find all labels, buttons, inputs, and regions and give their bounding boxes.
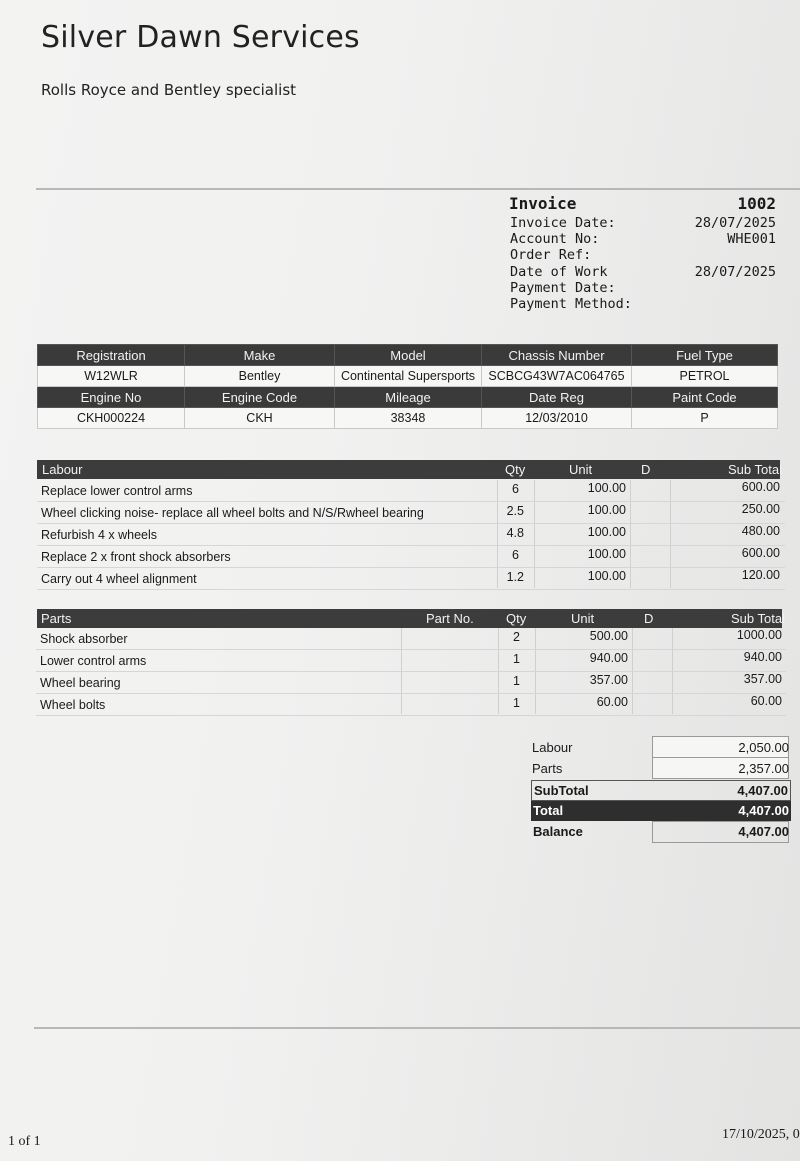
invoice-field-row <box>510 215 776 231</box>
vehicle-value-row <box>38 408 778 429</box>
vehicle-header-row <box>38 387 778 408</box>
parts-qty: 1 <box>513 674 520 688</box>
invoice-field-label: Invoice Date: <box>510 215 616 231</box>
invoice-field-label: Account No: <box>510 231 600 248</box>
balance-label: Balance <box>533 824 583 839</box>
vehicle-value-cell: CKH <box>185 408 335 429</box>
invoice-field-row <box>510 247 776 263</box>
vehicle-value-cell: Bentley <box>185 366 335 387</box>
labour-subtotal: 600.00 <box>741 480 780 494</box>
vehicle-value-cell: P <box>632 408 778 429</box>
vehicle-header-cell: Chassis Number <box>482 345 632 366</box>
invoice-number: 1002 <box>737 194 776 213</box>
parts-qty: 2 <box>513 630 520 644</box>
totals-value <box>737 783 788 798</box>
vehicle-value-cell: SCBCG43W7AC064765 <box>482 366 632 387</box>
parts-qty: 1 <box>513 652 520 666</box>
vehicle-value-cell: Continental Supersports <box>335 366 482 387</box>
labour-desc: Replace 2 x front shock absorbers <box>41 550 231 564</box>
company-tagline: Rolls Royce and Bentley specialist <box>41 81 297 99</box>
labour-qty: 1.2 <box>506 570 524 584</box>
labour-header <box>37 460 780 479</box>
parts-title: Parts <box>41 611 72 626</box>
totals-label <box>534 783 589 798</box>
totals-label: Parts <box>532 761 563 776</box>
parts-desc: Lower control arms <box>40 654 147 668</box>
company-name: Silver Dawn Services <box>41 20 360 55</box>
labour-subtotal: 480.00 <box>741 524 780 538</box>
parts-desc: Shock absorber <box>40 632 128 646</box>
parts-discount-header: D <box>644 611 654 626</box>
parts-qty: 1 <box>513 696 520 710</box>
vehicle-value-cell: 12/03/2010 <box>482 408 632 429</box>
vehicle-header-cell: Make <box>185 345 335 366</box>
totals-row-parts <box>531 758 791 779</box>
parts-subtotal: 60.00 <box>750 694 782 708</box>
labour-desc: Wheel clicking noise- replace all wheel bolts and N/S/Rwheel bearing <box>41 506 424 520</box>
totals-row-subtotal <box>531 780 791 801</box>
parts-row <box>36 650 786 672</box>
vehicle-value-cell: 38348 <box>335 408 482 429</box>
totals-value <box>738 803 789 818</box>
vehicle-header-cell: Fuel Type <box>632 345 778 366</box>
parts-partno-header: Part No. <box>426 611 474 626</box>
labour-desc: Refurbish 4 x wheels <box>41 528 158 542</box>
balance-value: 4,407.00 <box>738 824 789 839</box>
invoice-field-label: Order Ref: <box>510 247 592 264</box>
labour-subtotal: 250.00 <box>741 502 780 516</box>
vehicle-header-cell: Model <box>335 345 482 366</box>
totals-value: 2,050.00 <box>738 740 789 755</box>
totals-label <box>533 824 583 839</box>
invoice-field-label: Payment Method: <box>510 295 632 312</box>
footer-divider <box>34 1027 800 1029</box>
parts-desc: Wheel bolts <box>40 698 106 712</box>
total-value: 4,407.00 <box>738 803 789 818</box>
invoice-field-value: 28/07/2025 <box>694 215 776 231</box>
invoice-field-row <box>510 280 776 296</box>
vehicle-value-cell: CKH000224 <box>38 408 185 429</box>
labour-unit: 100.00 <box>587 503 626 517</box>
header-divider <box>36 188 800 190</box>
vehicle-value-cell: PETROL <box>632 366 778 387</box>
labour-unit-header: Unit <box>569 462 593 477</box>
vehicle-value-row <box>38 366 778 387</box>
parts-subtotal: 357.00 <box>743 672 782 686</box>
parts-header <box>37 609 785 628</box>
parts-qty-header: Qty <box>506 611 527 626</box>
page-count: 1 of 1 <box>8 1134 41 1149</box>
labour-qty: 6 <box>512 482 519 496</box>
labour-qty: 6 <box>512 548 519 562</box>
parts-subtotal: 1000.00 <box>736 628 782 642</box>
parts-unit-header: Unit <box>571 611 595 626</box>
parts-subtotal-header: Sub Total <box>731 611 785 626</box>
parts-table <box>36 628 786 716</box>
vehicle-value-cell: W12WLR <box>38 366 185 387</box>
parts-unit: 357.00 <box>589 673 628 687</box>
subtotal-label: SubTotal <box>534 783 589 798</box>
vehicle-header-cell: Registration <box>38 345 185 366</box>
labour-qty-header: Qty <box>505 462 526 477</box>
vehicle-details-table <box>37 344 778 429</box>
vehicle-header-cell: Date Reg <box>482 387 632 408</box>
parts-unit: 500.00 <box>589 629 628 643</box>
totals-row-labour <box>531 737 791 758</box>
labour-row <box>37 502 785 524</box>
labour-desc: Carry out 4 wheel alignment <box>41 572 197 586</box>
parts-row <box>36 694 786 716</box>
labour-subtotal-header: Sub Total <box>728 462 782 477</box>
totals-label <box>533 803 563 818</box>
labour-subtotal: 600.00 <box>741 546 780 560</box>
labour-row <box>37 568 785 590</box>
totals-label: Labour <box>532 740 573 755</box>
labour-row <box>37 546 785 568</box>
labour-desc: Replace lower control arms <box>41 484 193 498</box>
vehicle-header-cell: Engine Code <box>185 387 335 408</box>
parts-subtotal: 940.00 <box>743 650 782 664</box>
vehicle-header-cell: Mileage <box>335 387 482 408</box>
invoice-field-value: WHE001 <box>727 231 776 248</box>
invoice-field-label: Date of Work <box>510 263 608 280</box>
totals-row-balance <box>531 821 791 842</box>
invoice-field-label: Payment Date: <box>510 279 616 296</box>
parts-unit: 940.00 <box>589 651 628 665</box>
labour-unit: 100.00 <box>587 547 626 561</box>
labour-row <box>37 480 785 502</box>
parts-row <box>36 628 786 650</box>
invoice-title: Invoice <box>509 194 577 213</box>
vehicle-header-cell: Paint Code <box>632 387 778 408</box>
totals-value: 2,357.00 <box>738 761 789 776</box>
invoice-field-row <box>510 264 776 280</box>
labour-qty: 2.5 <box>506 504 524 518</box>
labour-table <box>37 480 785 590</box>
vehicle-header-row <box>38 345 778 366</box>
labour-title: Labour <box>42 462 83 477</box>
parts-desc: Wheel bearing <box>40 676 121 690</box>
totals-block <box>531 737 791 842</box>
print-timestamp: 17/10/2025, 0 <box>722 1127 800 1142</box>
parts-unit: 60.00 <box>596 695 628 709</box>
invoice-field-row <box>510 231 776 247</box>
labour-unit: 100.00 <box>587 569 626 583</box>
total-label: Total <box>533 803 564 818</box>
vehicle-header-cell: Engine No <box>38 387 185 408</box>
labour-unit: 100.00 <box>587 481 626 495</box>
totals-row-total <box>531 801 791 821</box>
labour-qty: 4.8 <box>506 526 524 540</box>
invoice-field-row <box>510 296 776 312</box>
labour-discount-header: D <box>641 462 651 477</box>
invoice-field-value: 28/07/2025 <box>694 263 776 280</box>
parts-row <box>36 672 786 694</box>
subtotal-value: 4,407.00 <box>737 783 788 798</box>
labour-row <box>37 524 785 546</box>
labour-unit: 100.00 <box>587 525 626 539</box>
invoice-fields <box>510 215 776 312</box>
labour-subtotal: 120.00 <box>741 568 780 582</box>
totals-value <box>738 824 789 839</box>
